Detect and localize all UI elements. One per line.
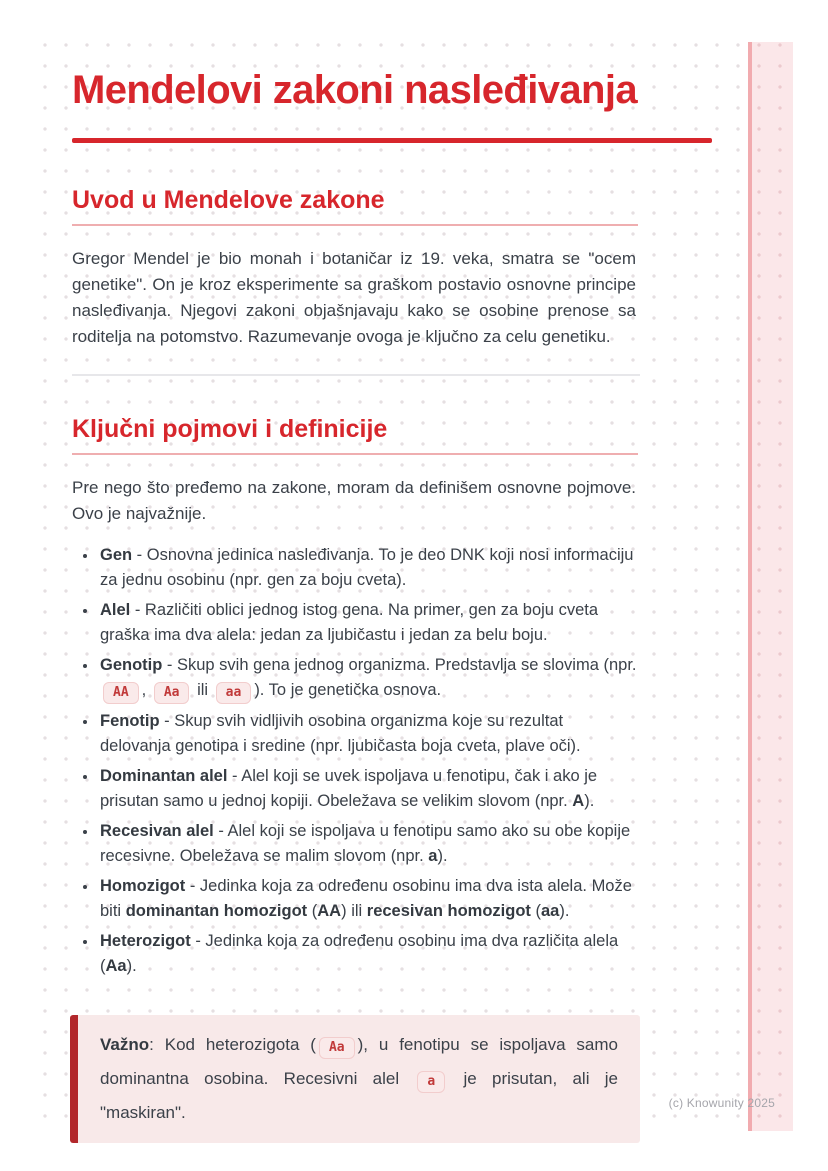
term-item-dominantan-alel: • Dominantan alel - Alel koji se uvek ispoljava u fenotipu, čak i ako je prisutan samo u jednoj kopiji. Obeležava se velikim slovom (npr. A). — [98, 764, 638, 814]
genotype-badge: Aa — [154, 682, 190, 704]
term-item-fenotip: • Fenotip - Skup svih vidljivih osobina organizma koje su rezultat delovanja genotipa i sredine (npr. ljubičasta boja cveta, plave oči). — [98, 709, 638, 759]
important-callout: Važno: Kod heterozigota ( Aa ), u fenotipu se ispoljava samo dominantna osobina. Recesivni alel a je prisutan, ali je "maskiran". — [70, 1015, 640, 1143]
page-background — [42, 42, 793, 1131]
section-underline-terms — [72, 453, 638, 455]
page-title: Mendelovi zakoni nasleđivanja — [72, 68, 638, 112]
term-item-recesivan-alel: • Recesivan alel - Alel koji se ispoljava u fenotipu samo ako su obe kopije recesivne. Obeležava se malim slovom (npr. a). — [98, 819, 638, 869]
section-divider — [72, 374, 640, 376]
intro-paragraph: Gregor Mendel je bio monah i botaničar iz 19. veka, smatra se "ocem genetike". On je kroz eksperimente sa graškom postavio osnovne principe nasleđivanja. Njegovi zakoni objašnjavaju kako se osobine prenose sa roditelja na potomstvo. Razumevanje ovoga je ključno za celu genetiku. — [72, 249, 636, 346]
terms-intro-paragraph: Pre nego što pređemo na zakone, moram da definišem osnovne pojmove. Ovo je najvažnije. — [72, 478, 636, 523]
title-underline — [72, 138, 712, 143]
document-content — [72, 68, 712, 1143]
genotype-badge: Aa — [319, 1037, 355, 1059]
term-item-genotip: • Genotip - Skup svih gena jednog organizma. Predstavlja se slovima (npr. AA , Aa ili aa ). To je genetička osnova. — [98, 653, 638, 704]
genotype-badge: aa — [216, 682, 252, 704]
genotype-badge: a — [417, 1071, 445, 1093]
side-stripe — [748, 42, 793, 1131]
term-item-alel: • Alel - Različiti oblici jednog istog gena. Na primer, gen za boju cveta graška ima dva alela: jedan za ljubičastu i jedan za belu boju. — [98, 598, 638, 648]
section-underline-intro — [72, 224, 638, 226]
term-item-heterozigot: • Heterozigot - Jedinka koja za određenu osobinu ima dva različita alela (Aa). — [98, 929, 638, 979]
genotype-badge: AA — [103, 682, 139, 704]
terms-list — [72, 543, 638, 979]
copyright-note: (c) Knowunity 2025 — [668, 1096, 775, 1110]
term-item-gen: • Gen - Osnovna jedinica nasleđivanja. To je deo DNK koji nosi informaciju za jednu osobinu (npr. gen za boju cveta). — [98, 543, 638, 593]
term-item-homozigot: • Homozigot - Jedinka koja za određenu osobinu ima dva ista alela. Može biti dominantan homozigot (AA) ili recesivan homozigot (aa). — [98, 874, 638, 924]
section-heading-terms: Ključni pojmovi i definicije — [72, 415, 388, 443]
section-heading-intro: Uvod u Mendelove zakone — [72, 186, 385, 214]
